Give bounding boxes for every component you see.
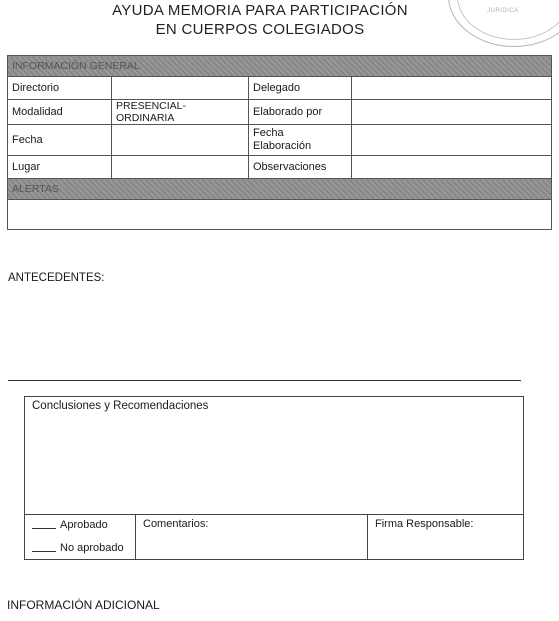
signature-label: Firma Responsable:: [375, 518, 474, 530]
conclusions-title: Conclusiones y Recomendaciones: [32, 400, 209, 412]
comments-label: Comentarios:: [143, 518, 209, 530]
table-row: [8, 77, 552, 100]
antecedentes-label: ANTECEDENTES:: [8, 272, 105, 284]
table-row: [8, 156, 552, 179]
field-elaborado-por[interactable]: [352, 100, 552, 125]
label-fecha: Fecha: [8, 125, 112, 156]
label-observaciones: Observaciones: [249, 156, 352, 179]
field-modalidad[interactable]: PRESENCIAL-ORDINARIA: [112, 100, 249, 125]
label-fecha-elaboracion-line1: Fecha: [253, 127, 284, 139]
seal-text: JURIDICA: [487, 8, 519, 14]
not-approved-blank: [32, 551, 56, 552]
conclusions-box: [24, 396, 524, 560]
label-modalidad: Modalidad: [8, 100, 112, 125]
label-directorio: Directorio: [8, 77, 112, 100]
field-fecha[interactable]: [112, 125, 249, 156]
comments-cell[interactable]: [135, 515, 209, 560]
field-alerts[interactable]: [8, 200, 552, 230]
approved-label: Aprobado: [60, 519, 108, 531]
label-delegado: Delegado: [249, 77, 352, 100]
label-lugar: Lugar: [8, 156, 112, 179]
label-fecha-elaboracion-line2: Elaboración: [253, 140, 312, 152]
section-divider: [8, 380, 521, 381]
additional-info-label: INFORMACIÓN ADICIONAL: [7, 598, 160, 612]
section-header-alerts: ALERTAS: [8, 179, 552, 200]
field-lugar[interactable]: [112, 156, 249, 179]
table-row: [8, 125, 552, 156]
table-row: [8, 100, 552, 125]
section-header-general: INFORMACIÓN GENERAL: [8, 56, 552, 77]
approved-option[interactable]: [32, 519, 108, 531]
not-approved-label: No aprobado: [60, 542, 124, 554]
field-delegado[interactable]: [352, 77, 552, 100]
document-title-line1: AYUDA MEMORIA PARA PARTICIPACIÓN: [112, 2, 408, 19]
label-elaborado-por: Elaborado por: [249, 100, 352, 125]
signature-cell[interactable]: [367, 515, 474, 560]
not-approved-option[interactable]: [32, 542, 124, 554]
approval-row: [25, 514, 523, 560]
field-directorio[interactable]: [112, 77, 249, 100]
approved-blank: [32, 528, 56, 529]
field-fecha-elaboracion[interactable]: [352, 125, 552, 156]
document-title-line2: EN CUERPOS COLEGIADOS: [155, 21, 365, 38]
general-info-table: [7, 55, 552, 230]
label-fecha-elaboracion: [249, 125, 352, 156]
field-observaciones[interactable]: [352, 156, 552, 179]
